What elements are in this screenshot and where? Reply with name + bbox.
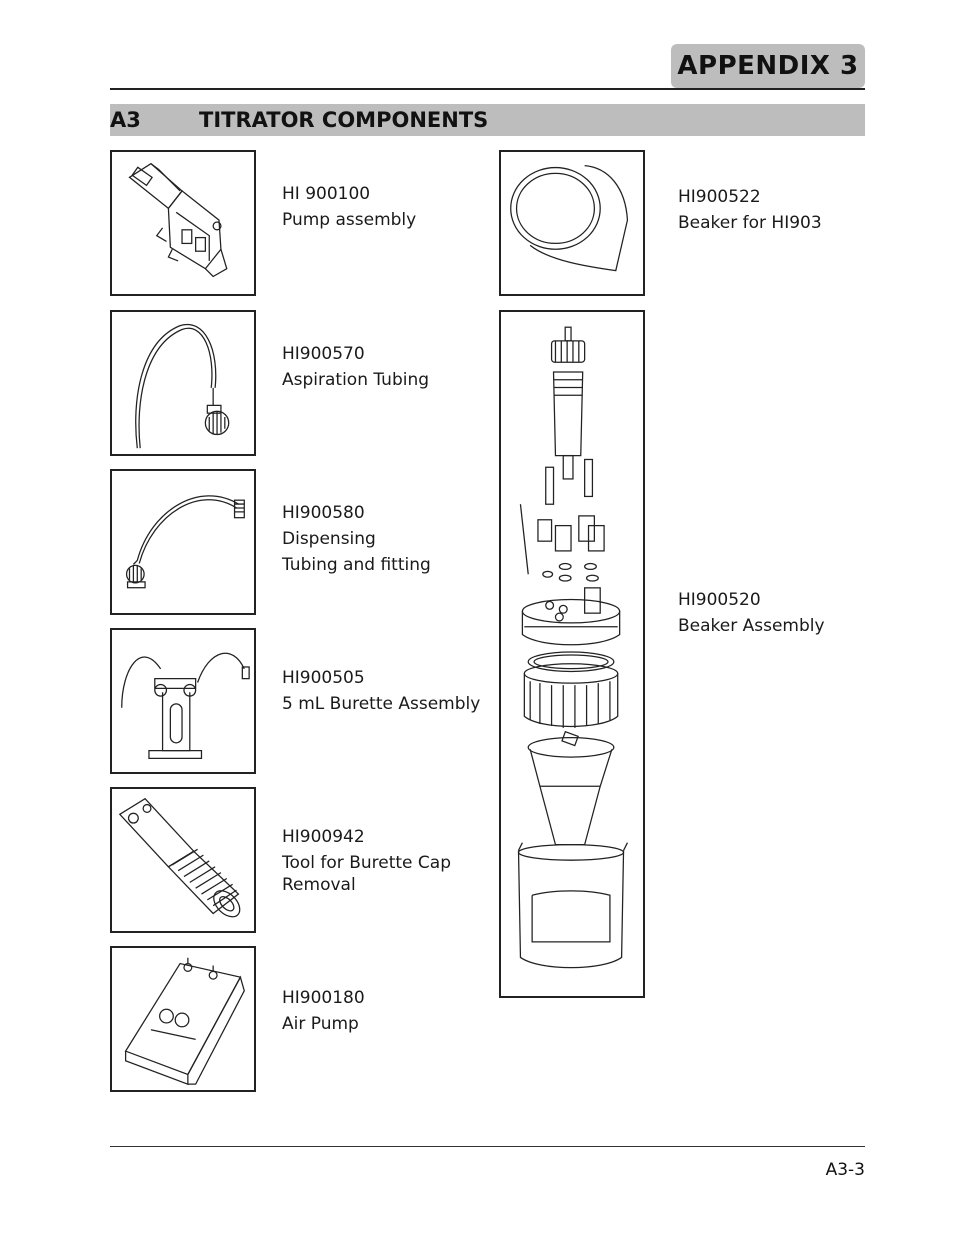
item-caption-burette-cap-tool [282, 825, 451, 896]
item-description: Beaker for HI903 [678, 213, 822, 233]
item-description: Tool for Burette Cap [282, 853, 451, 873]
dispensing-tubing-icon [110, 469, 256, 615]
item-code: HI900522 [678, 187, 761, 207]
appendix-label: APPENDIX 3 [671, 44, 865, 88]
item-description: Aspiration Tubing [282, 370, 430, 390]
item-description: Air Pump [282, 1014, 359, 1034]
item-description: Removal [282, 875, 356, 895]
item-description: 5 mL Burette Assembly [282, 694, 481, 714]
item-code: HI900580 [282, 503, 365, 523]
section-number: A3 [110, 108, 141, 132]
item-description: Tubing and fitting [282, 555, 431, 575]
item-code: HI900505 [282, 668, 365, 688]
item-caption-burette-assembly [282, 665, 480, 717]
burette-assembly-icon [110, 628, 256, 774]
footer-rule [110, 1146, 865, 1147]
item-caption-dispensing-tubing [282, 500, 431, 578]
item-code: HI 900100 [282, 184, 371, 204]
item-code: HI900942 [282, 827, 365, 847]
air-pump-icon [110, 946, 256, 1092]
item-description: Beaker Assembly [678, 616, 825, 636]
item-caption-air-pump [282, 985, 365, 1037]
section-title: TITRATOR COMPONENTS [199, 108, 489, 132]
item-caption-aspiration-tubing [282, 341, 429, 393]
item-code: HI900570 [282, 344, 365, 364]
burette-cap-tool-icon [110, 787, 256, 933]
item-caption-beaker-assembly [678, 587, 825, 639]
item-description: Dispensing [282, 529, 376, 549]
item-caption-pump-assembly [282, 181, 416, 233]
header-rule [110, 88, 865, 90]
beaker-icon [499, 150, 645, 296]
aspiration-tubing-icon [110, 310, 256, 456]
section-header [110, 104, 865, 136]
item-code: HI900520 [678, 590, 761, 610]
item-caption-beaker [678, 184, 822, 236]
beaker-assembly-icon [499, 310, 645, 998]
pump-assembly-icon [110, 150, 256, 296]
item-description: Pump assembly [282, 210, 417, 230]
item-code: HI900180 [282, 988, 365, 1008]
page-number: A3-3 [825, 1160, 865, 1180]
